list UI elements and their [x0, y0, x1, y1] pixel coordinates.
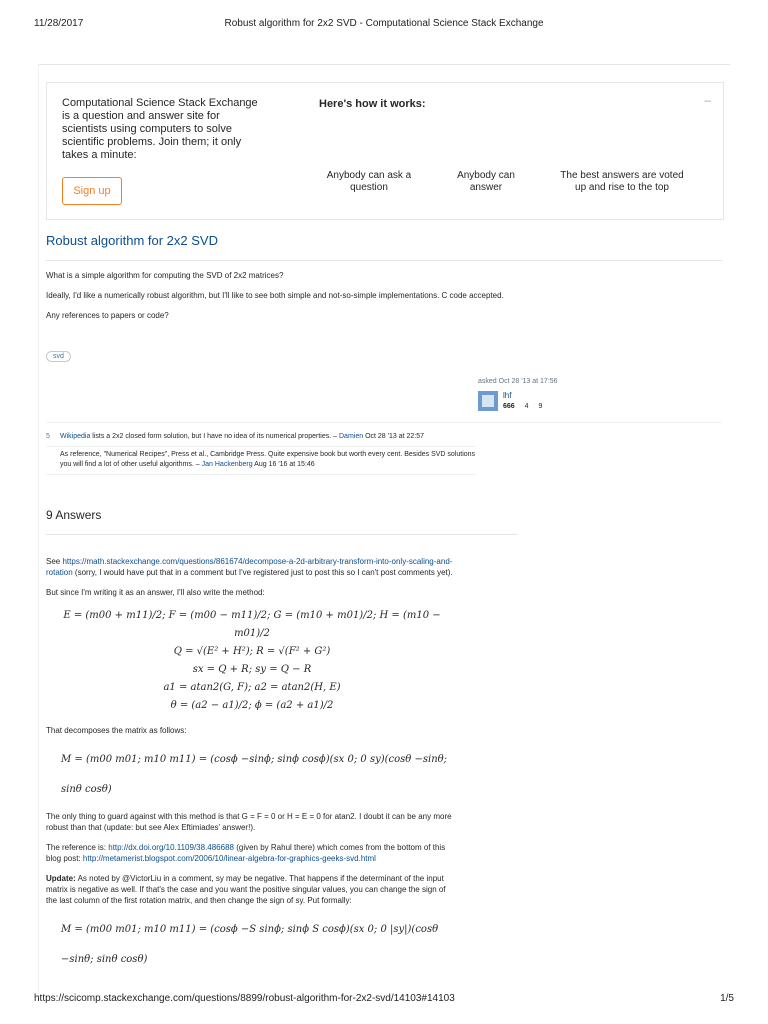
- answer-text: The reference is:: [46, 843, 109, 852]
- intro-banner: [46, 82, 724, 220]
- comment-score: 5: [46, 433, 50, 440]
- answer-paragraph: The only thing to guard against with this method is that G = F = 0 or H = E = 0 for atan2. I doubt it can be any more robust than that (update: but see Alex Eftimiades' answer!).: [46, 812, 452, 832]
- question-bottom-divider: [46, 422, 722, 423]
- reference-link-blog[interactable]: http://metamerist.blogspot.com/2006/10/linear-algebra-for-graphics-geeks-svd.html: [82, 854, 376, 863]
- comment-date: Aug 16 '16 at 15:46: [252, 461, 315, 468]
- comment-author[interactable]: Damien: [339, 433, 364, 440]
- matrix-equation: M = (m00 m01; m10 m11) = (cosϕ −S sinϕ; sinϕ S cosϕ)(sx 0; 0 |sy|)(cosθ −sinθ; sinθ cosθ): [61, 924, 439, 965]
- how-item-vote: The best answers are voted up and rise to the top: [560, 170, 684, 193]
- page-left-border: [38, 64, 39, 996]
- comment: [46, 429, 476, 447]
- answer-text: (given by Rahul there) which comes from the bottom of this blog post:: [46, 843, 446, 863]
- print-date: 11/28/2017: [34, 18, 84, 29]
- update-label: Update:: [46, 874, 76, 883]
- answer-text: See: [46, 557, 63, 566]
- question-title-divider: [46, 260, 722, 261]
- comment-list: [46, 429, 476, 475]
- comment-text: lists a 2x2 closed form solution, but I have no idea of its numerical properties. –: [90, 433, 339, 440]
- print-page-number: 1/5: [720, 993, 734, 1004]
- answer-link-math-se[interactable]: https://math.stackexchange.com/questions/861674/decompose-a-2d-arbitrary-transform-into-only-scaling-and-rotation: [46, 557, 453, 577]
- reference-link-doi[interactable]: http://dx.doi.org/10.1109/38.486688: [108, 843, 234, 852]
- question-paragraph: Any references to papers or code?: [46, 311, 169, 320]
- answer-paragraph: But since I'm writing it as an answer, I'll also write the method:: [46, 588, 265, 597]
- answer-paragraph: That decomposes the matrix as follows:: [46, 726, 187, 735]
- avatar[interactable]: [478, 391, 498, 411]
- print-title: Robust algorithm for 2x2 SVD - Computational Science Stack Exchange: [224, 18, 544, 29]
- how-it-works-title: Here's how it works:: [319, 98, 426, 110]
- comment-date: Oct 28 '13 at 22:57: [363, 433, 425, 440]
- comment-link-wikipedia[interactable]: Wikipedia: [60, 433, 91, 440]
- answer-paragraph: [46, 873, 458, 906]
- comment: [46, 447, 476, 475]
- equation: Q = √(E² + H²); R = √(F² + G²): [173, 646, 331, 657]
- equation: θ = (a2 − a1)/2; ϕ = (a2 + a1)/2: [170, 700, 334, 711]
- equation: sx = Q + R; sy = Q − R: [192, 664, 312, 675]
- question-paragraph: What is a simple algorithm for computing the SVD of 2x2 matrices?: [46, 271, 284, 280]
- comment-author[interactable]: Jan Hackenberg: [201, 461, 253, 468]
- question-paragraph: Ideally, I'd like a numerically robust algorithm, but I'll like to see both simple and not-so-simple implementations. C code accepted.: [46, 291, 504, 300]
- tag-svd[interactable]: svd: [46, 351, 71, 362]
- silver-badge-count: 4: [524, 403, 529, 410]
- how-item-ask: Anybody can ask a question: [326, 170, 412, 193]
- close-icon[interactable]: –: [704, 93, 711, 107]
- answers-count-heading: 9 Answers: [46, 508, 102, 522]
- equation-block: [46, 607, 458, 715]
- page-top-divider: [38, 64, 730, 65]
- answer-text: As noted by @VictorLiu in a comment, sy may be negative. That happens if the determinant of the input matrix is negative as well. If that's the case and you want the positive singular values, you can change the sign of the last column of the first rotation matrix, and then change the sign of sy. Put formally:: [46, 874, 446, 905]
- answer-text: (sorry, I would have put that in a comment but I've registered just to post this so I can't post comments yet).: [72, 568, 453, 577]
- question-title[interactable]: Robust algorithm for 2x2 SVD: [46, 233, 218, 248]
- user-name-link[interactable]: lhf: [503, 391, 512, 400]
- answer-paragraph: [46, 842, 458, 864]
- answer-body: [46, 556, 458, 981]
- question-body: [46, 270, 536, 330]
- equation: a1 = atan2(G, F); a2 = atan2(H, E): [163, 682, 341, 693]
- user-reputation: 666: [503, 403, 515, 410]
- print-url: https://scicomp.stackexchange.com/questions/8899/robust-algorithm-for-2x2-svd/14103#14103: [34, 993, 455, 1004]
- comment-text: As reference, "Numerical Recipes", Press et al., Cambridge Press. Quite expensive book but worth every cent. Besides SVD solutions you will find a lot of other useful algorithms. –: [60, 451, 476, 468]
- asked-timestamp: asked Oct 28 '13 at 17:56: [478, 378, 558, 385]
- user-stats: [503, 403, 542, 410]
- intro-text: Computational Science Stack Exchange is a question and answer site for scientists using computers to solve scientific problems. Join them; it only takes a minute:: [62, 97, 258, 161]
- answer-paragraph: [46, 556, 458, 578]
- answers-divider: [46, 534, 518, 535]
- how-item-answer: Anybody can answer: [457, 170, 515, 193]
- matrix-equation: M = (m00 m01; m10 m11) = (cosϕ −sinϕ; sinϕ cosϕ)(sx 0; 0 sy)(cosθ −sinθ; sinθ cosθ): [61, 754, 448, 795]
- sign-up-button[interactable]: Sign up: [62, 177, 122, 205]
- bronze-badge-count: 9: [538, 403, 543, 410]
- equation: E = (m00 + m11)/2; F = (m00 − m11)/2; G = (m10 + m01)/2; H = (m10 − m01)/2: [63, 610, 441, 639]
